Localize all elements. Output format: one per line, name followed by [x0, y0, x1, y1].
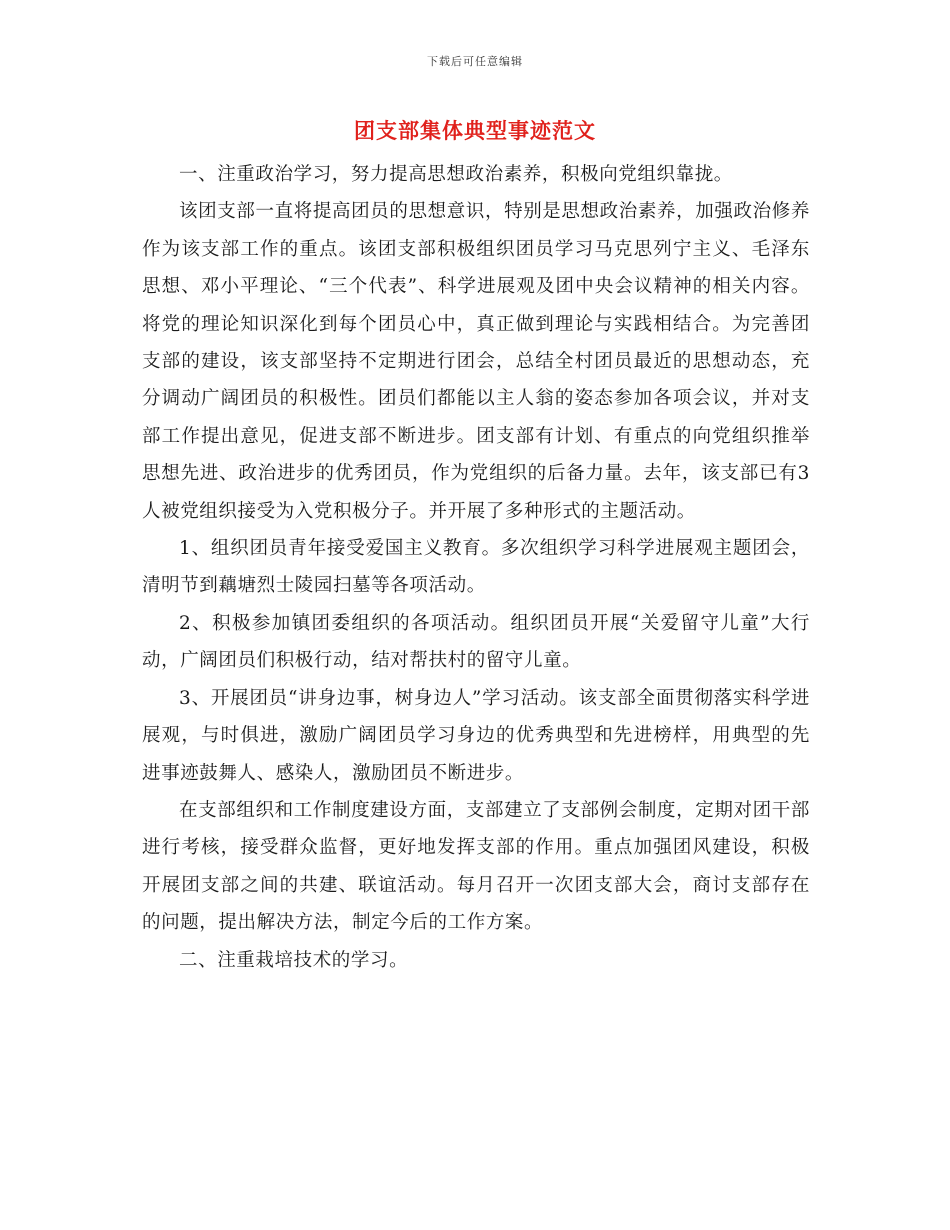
paragraph-section-two-heading: 二、注重栽培技术的学习。	[179, 949, 409, 971]
paragraph-activity-3: 3、开展团员“讲身边事，树身边人”学习活动。该支部全面贯彻落实科学进展观，与时俱进，激励广阔团员学习身边的优秀典型和先进榜样，用典型的先进事迹鼓舞人、感染人，激励团员不断进步。	[142, 687, 810, 784]
document-body	[142, 156, 810, 979]
paragraph-political-study: 该团支部一直将提高团员的思想意识，特别是思想政治素养，加强政治修养作为该支部工作的重点。该团支部积极组织团员学习马克思列宁主义、毛泽东思想、邓小平理论、“三个代表”、科学进展观及团中央会议精神的相关内容。将党的理论知识深化到每个团员心中，真正做到理论与实践相结合。为完善团支部的建设，该支部坚持不定期进行团会，总结全村团员最近的思想动态，充分调动广阔团员的积极性。团员们都能以主人翁的姿态参加各项会议，并对支部工作提出意见，促进支部不断进步。团支部有计划、有重点的向党组织推举思想先进、政治进步的优秀团员，作为党组织的后备力量。去年，该支部已有3人被党组织接受为入党积极分子。并开展了多种形式的主题活动。	[142, 201, 810, 522]
paragraph-system-building: 在支部组织和工作制度建设方面，支部建立了支部例会制度，定期对团干部进行考核，接受群众监督，更好地发挥支部的作用。重点加强团风建设，积极开展团支部之间的共建、联谊活动。每月召开一次团支部大会，商讨支部存在的问题，提出解决方法，制定今后的工作方案。	[142, 799, 810, 934]
paragraph-section-one-heading: 一、注重政治学习，努力提高思想政治素养，积极向党组织靠拢。	[179, 164, 733, 185]
header-note: 下载后可任意编辑	[427, 55, 523, 68]
document-title: 团支部集体典型事迹范文	[354, 118, 596, 143]
paragraph-activity-2: 2、积极参加镇团委组织的各项活动。组织团员开展“关爱留守儿童”大行动，广阔团员们积极行动，结对帮扶村的留守儿童。	[142, 612, 810, 672]
paragraph-activity-1: 1、组织团员青年接受爱国主义教育。多次组织学习科学进展观主题团会，清明节到藕塘烈士陵园扫墓等各项活动。	[142, 538, 810, 597]
